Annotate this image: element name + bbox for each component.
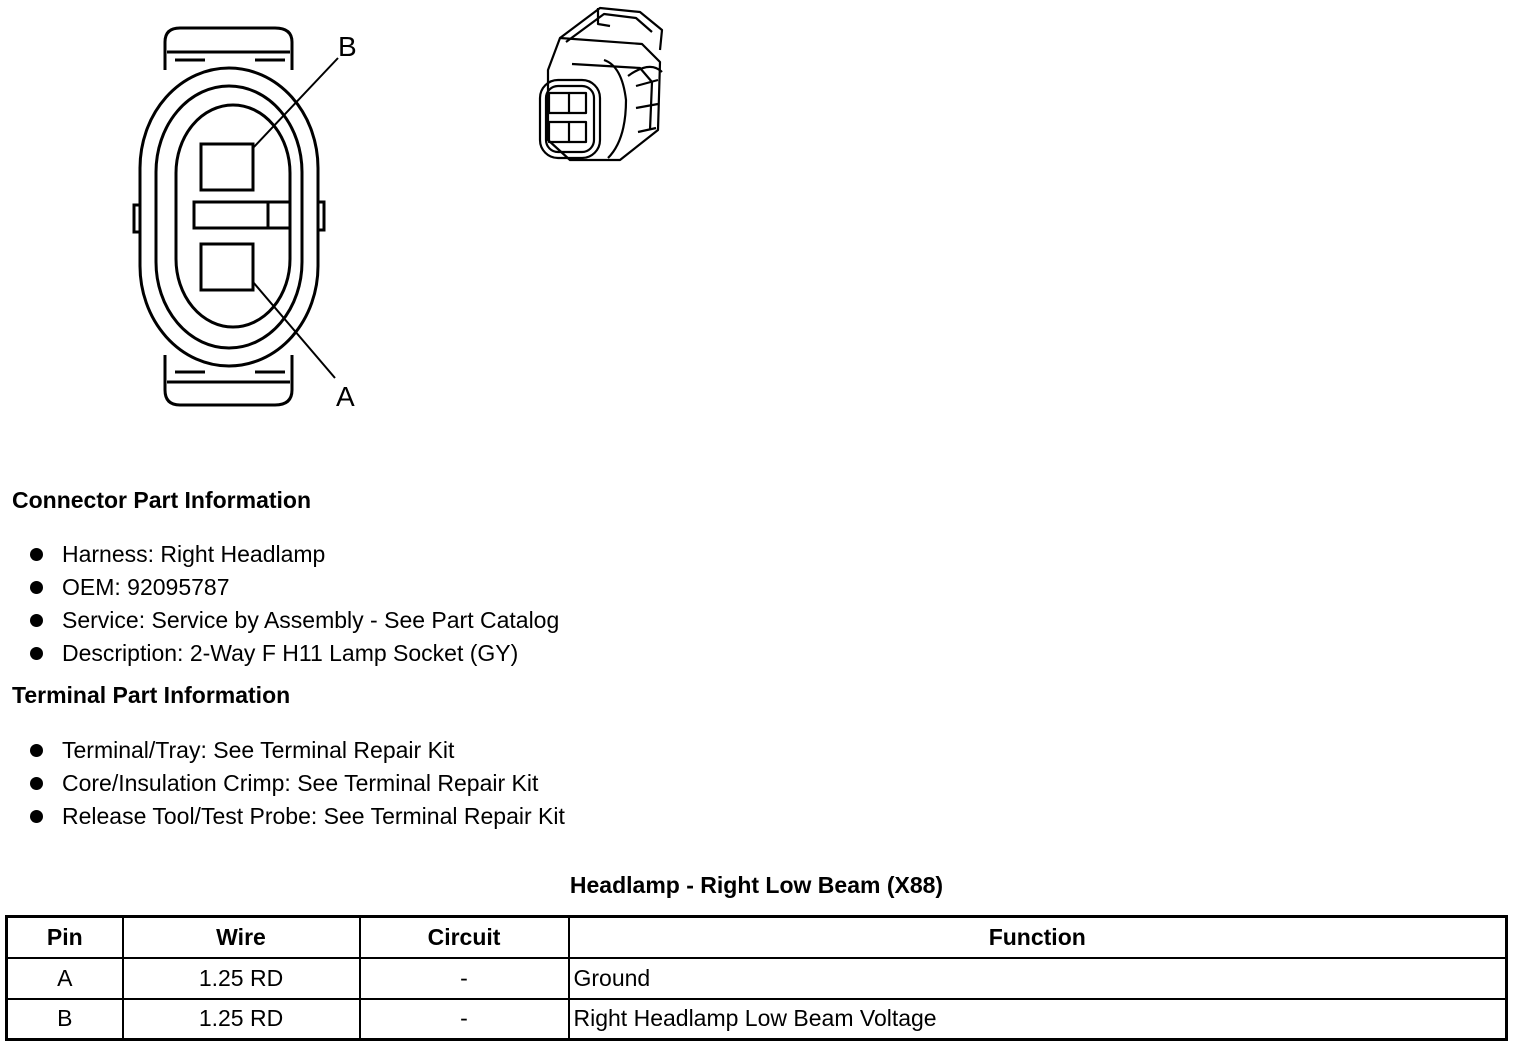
terminal-info-heading: Terminal Part Information (12, 682, 291, 708)
cell-wire: 1.25 RD (123, 958, 360, 999)
pin-a-label: A (336, 381, 355, 412)
connector-face-diagram (120, 18, 380, 413)
list-item: OEM: 92095787 (30, 571, 559, 604)
list-item: Release Tool/Test Probe: See Terminal Repair Kit (30, 800, 565, 833)
connector-info-heading: Connector Part Information (12, 487, 312, 513)
cell-pin: B (7, 999, 123, 1040)
header-function: Function (569, 917, 1507, 958)
header-wire: Wire (123, 917, 360, 958)
table-header-row (7, 917, 1507, 958)
cell-function: Right Headlamp Low Beam Voltage (569, 999, 1507, 1040)
connector-isometric-diagram (528, 5, 668, 170)
connector-info-list (30, 538, 559, 670)
list-item: Harness: Right Headlamp (30, 538, 559, 571)
terminal-info-list (30, 734, 565, 833)
list-item: Core/Insulation Crimp: See Terminal Repair Kit (30, 767, 565, 800)
header-circuit: Circuit (360, 917, 569, 958)
header-pin: Pin (7, 917, 123, 958)
cell-wire: 1.25 RD (123, 999, 360, 1040)
cell-circuit: - (360, 958, 569, 999)
list-item: Description: 2-Way F H11 Lamp Socket (GY) (30, 637, 559, 670)
cell-circuit: - (360, 999, 569, 1040)
pinout-table (5, 915, 1508, 1041)
table-row (7, 999, 1507, 1040)
cell-pin: A (7, 958, 123, 999)
table-title: Headlamp - Right Low Beam (X88) (569, 872, 944, 898)
list-item: Service: Service by Assembly - See Part Catalog (30, 604, 559, 637)
table-row (7, 958, 1507, 999)
cell-function: Ground (569, 958, 1507, 999)
pin-b-label: B (338, 31, 357, 62)
list-item: Terminal/Tray: See Terminal Repair Kit (30, 734, 565, 767)
